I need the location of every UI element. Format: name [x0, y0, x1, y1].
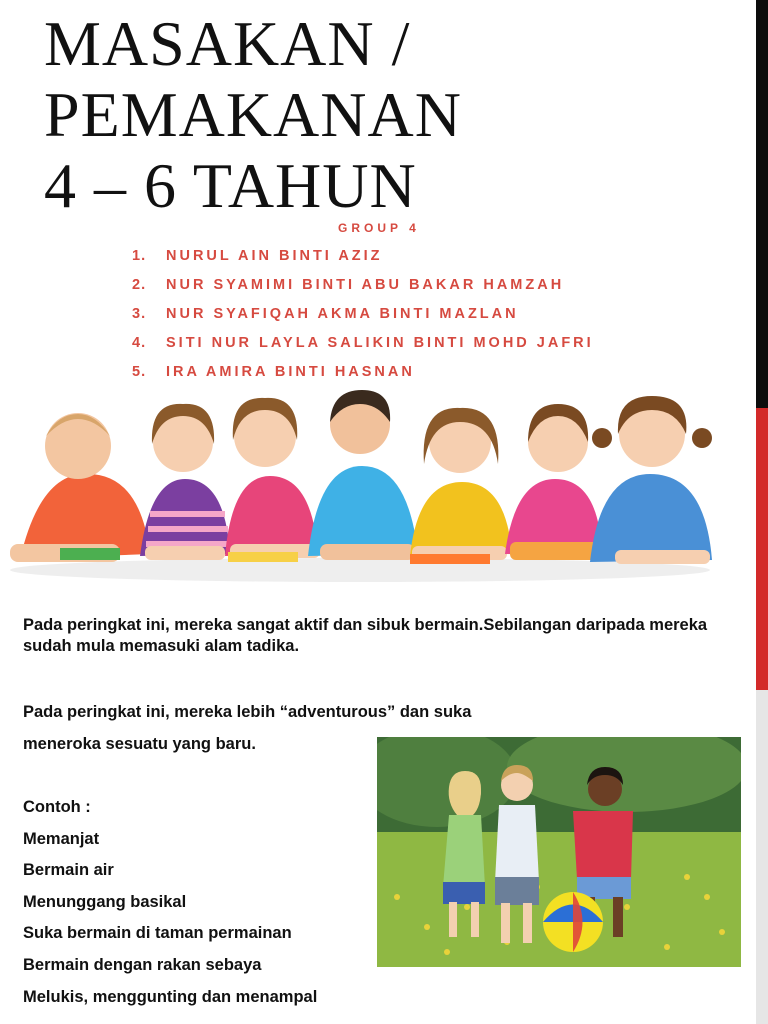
title-line-2: PEMAKANAN — [44, 79, 462, 151]
example-item: Memanjat — [23, 829, 100, 848]
child-figure — [590, 396, 712, 564]
children-playing-photo — [377, 737, 741, 967]
side-accent-bar-black — [756, 0, 768, 408]
side-accent-bar-grey — [756, 690, 768, 1024]
member-name: NURUL AIN BINTI AZIZ — [166, 248, 383, 264]
member-list — [132, 246, 594, 391]
group-label: GROUP 4 — [338, 221, 420, 235]
examples-heading: Contoh : — [23, 798, 91, 816]
member-name: NUR SYAFIQAH AKMA BINTI MAZLAN — [166, 306, 519, 322]
member-item: 2. NUR SYAMIMI BINTI ABU BAKAR HAMZAH — [132, 277, 565, 293]
example-item: Bermain air — [23, 861, 114, 880]
child-figure — [10, 413, 150, 562]
example-item: Bermain dengan rakan sebaya — [23, 955, 262, 974]
child-figure — [140, 404, 230, 560]
example-item: Menunggang basikal — [23, 892, 187, 911]
example-item: Melukis, menggunting dan menampal — [23, 987, 318, 1006]
member-item: 3. NUR SYAFIQAH AKMA BINTI MAZLAN — [132, 306, 519, 322]
member-item: 4. SITI NUR LAYLA SALIKIN BINTI MOHD JAFRI — [132, 335, 594, 351]
child-figure — [225, 398, 320, 562]
beach-ball — [543, 892, 603, 952]
member-item: 5. IRA AMIRA BINTI HASNAN — [132, 364, 415, 380]
paragraph-adventurous-line-1: Pada peringkat ini, mereka lebih “adventurous” dan suka — [23, 703, 472, 721]
page-title — [44, 8, 462, 221]
examples-list — [23, 797, 317, 1018]
child-figure — [308, 390, 418, 560]
child-figure — [505, 404, 602, 560]
example-item: Suka bermain di taman permainan — [23, 924, 292, 943]
member-name: IRA AMIRA BINTI HASNAN — [166, 364, 415, 380]
member-name: SITI NUR LAYLA SALIKIN BINTI MOHD JAFRI — [166, 335, 594, 351]
side-accent-bar-red — [756, 408, 768, 690]
title-line-1: MASAKAN / — [44, 8, 411, 79]
paragraph-stage-activity: Pada peringkat ini, mereka sangat aktif dan sibuk bermain.Sebilangan daripada mereka sudah mula memasuki alam tadika. — [23, 616, 708, 655]
title-line-3: 4 – 6 TAHUN — [44, 150, 417, 222]
member-item: 1. NURUL AIN BINTI AZIZ — [132, 248, 383, 264]
member-name: NUR SYAMIMI BINTI ABU BAKAR HAMZAH — [166, 277, 565, 293]
children-group-photo — [0, 384, 720, 584]
paragraph-adventurous-line-2: meneroka sesuatu yang baru. — [23, 735, 256, 753]
child-figure — [410, 408, 512, 564]
